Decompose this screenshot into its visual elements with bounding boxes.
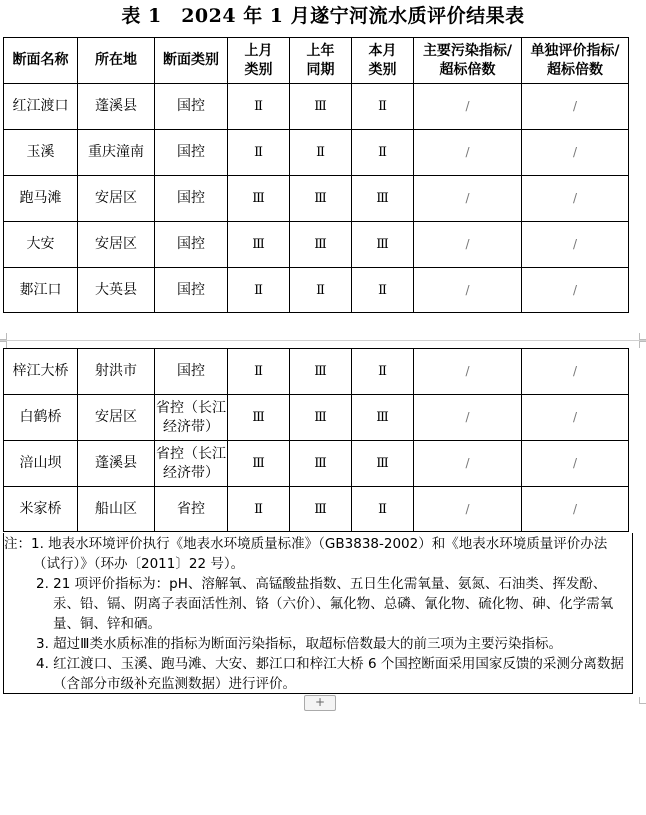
- water-class-cell: Ⅲ: [290, 222, 352, 268]
- section-type-cell: 国控: [155, 84, 228, 130]
- water-class-cell: Ⅱ: [352, 487, 414, 532]
- water-class-cell: Ⅱ: [228, 487, 290, 532]
- location-cell: 大英县: [78, 268, 155, 313]
- section-type-cell: 国控: [155, 222, 228, 268]
- table-row: [4, 176, 629, 222]
- station-name-cell: 大安: [4, 222, 78, 268]
- water-class-cell: Ⅲ: [352, 395, 414, 441]
- indicator-cell: /: [414, 349, 522, 395]
- indicator-cell: /: [522, 84, 629, 130]
- indicator-cell: /: [414, 395, 522, 441]
- table-row: [4, 130, 629, 176]
- water-class-cell: Ⅱ: [228, 268, 290, 313]
- column-header: 主要污染指标/ 超标倍数: [414, 38, 522, 84]
- table-row: [4, 349, 629, 395]
- water-class-cell: Ⅲ: [228, 176, 290, 222]
- water-class-cell: Ⅲ: [228, 395, 290, 441]
- station-name-cell: 米家桥: [4, 487, 78, 532]
- table-row: [4, 222, 629, 268]
- indicator-cell: /: [522, 349, 629, 395]
- water-class-cell: Ⅲ: [290, 349, 352, 395]
- water-class-cell: Ⅲ: [290, 441, 352, 487]
- location-cell: 蓬溪县: [78, 441, 155, 487]
- station-name-cell: 跑马滩: [4, 176, 78, 222]
- page-title: 表 1 2024 年 1 月遂宁河流水质评价结果表: [121, 5, 525, 27]
- location-cell: 船山区: [78, 487, 155, 532]
- table-row: [4, 268, 629, 313]
- section-type-cell: 省控（长江 经济带）: [155, 395, 228, 441]
- station-name-cell: 红江渡口: [4, 84, 78, 130]
- location-cell: 蓬溪县: [78, 84, 155, 130]
- water-class-cell: Ⅲ: [228, 222, 290, 268]
- water-class-cell: Ⅱ: [352, 349, 414, 395]
- station-name-cell: 白鹤桥: [4, 395, 78, 441]
- location-cell: 射洪市: [78, 349, 155, 395]
- station-name-cell: 郪江口: [4, 268, 78, 313]
- water-class-cell: Ⅲ: [352, 176, 414, 222]
- location-cell: 安居区: [78, 176, 155, 222]
- location-cell: 安居区: [78, 222, 155, 268]
- note-2: 2. 21 项评价指标为：pH、溶解氧、高锰酸盐指数、五日生化需氧量、氨氮、石油类、挥发酚、汞、铅、镉、阴离子表面活性剂、铬（六价）、氟化物、总磷、氰化物、硫化物、砷、化学需氧量、铜、锌和硒。: [36, 576, 614, 632]
- indicator-cell: /: [414, 130, 522, 176]
- note-4: 4. 红江渡口、玉溪、跑马滩、大安、郪江口和梓江大桥 6 个国控断面采用国家反馈的采测分离数据（含部分市级补充监测数据）进行评价。: [36, 656, 624, 692]
- indicator-cell: /: [522, 441, 629, 487]
- table-row: [4, 487, 629, 532]
- water-class-cell: Ⅲ: [352, 441, 414, 487]
- water-class-cell: Ⅱ: [352, 84, 414, 130]
- water-class-cell: Ⅱ: [290, 268, 352, 313]
- column-header: 所在地: [78, 38, 155, 84]
- indicator-cell: /: [522, 176, 629, 222]
- water-class-cell: Ⅱ: [352, 268, 414, 313]
- station-name-cell: 涪山坝: [4, 441, 78, 487]
- indicator-cell: /: [522, 268, 629, 313]
- column-header: 单独评价指标/ 超标倍数: [522, 38, 629, 84]
- water-quality-table-part1: [3, 37, 629, 313]
- location-cell: 安居区: [78, 395, 155, 441]
- indicator-cell: /: [414, 268, 522, 313]
- water-class-cell: Ⅲ: [290, 176, 352, 222]
- indicator-cell: /: [414, 176, 522, 222]
- indicator-cell: /: [522, 130, 629, 176]
- column-header: 上月 类别: [228, 38, 290, 84]
- section-type-cell: 省控: [155, 487, 228, 532]
- section-type-cell: 国控: [155, 130, 228, 176]
- table-row: [4, 395, 629, 441]
- expand-button[interactable]: +: [304, 695, 336, 711]
- water-class-cell: Ⅱ: [228, 349, 290, 395]
- column-header: 上年 同期: [290, 38, 352, 84]
- water-class-cell: Ⅲ: [290, 395, 352, 441]
- indicator-cell: /: [522, 487, 629, 532]
- water-class-cell: Ⅲ: [290, 84, 352, 130]
- note-1: 注：1. 地表水环境评价执行《地表水环境质量标准》（GB3838-2002）和《地表水环境质量评价办法（试行）》（环办〔2011〕22 号）。: [4, 536, 608, 572]
- water-class-cell: Ⅲ: [290, 487, 352, 532]
- water-class-cell: Ⅱ: [290, 130, 352, 176]
- page-corner-mark: [0, 341, 7, 348]
- page-corner-mark: [639, 697, 646, 704]
- table-row: [4, 84, 629, 130]
- water-class-cell: Ⅱ: [228, 130, 290, 176]
- page-corner-mark: [639, 333, 646, 340]
- indicator-cell: /: [414, 84, 522, 130]
- table-row: [4, 441, 629, 487]
- section-type-cell: 省控（长江 经济带）: [155, 441, 228, 487]
- page-break-divider: [0, 340, 646, 341]
- water-class-cell: Ⅱ: [352, 130, 414, 176]
- indicator-cell: /: [414, 222, 522, 268]
- water-quality-table-part2: [3, 348, 629, 532]
- table-header-row: [4, 38, 629, 84]
- indicator-cell: /: [522, 395, 629, 441]
- indicator-cell: /: [522, 222, 629, 268]
- location-cell: 重庆潼南: [78, 130, 155, 176]
- station-name-cell: 梓江大桥: [4, 349, 78, 395]
- station-name-cell: 玉溪: [4, 130, 78, 176]
- column-header: 断面名称: [4, 38, 78, 84]
- page-corner-mark: [0, 333, 7, 340]
- section-type-cell: 国控: [155, 268, 228, 313]
- indicator-cell: /: [414, 441, 522, 487]
- table-notes: [3, 533, 633, 694]
- note-3: 3. 超过Ⅲ类水质标准的指标为断面污染指标，取超标倍数最大的前三项为主要污染指标。: [36, 636, 562, 652]
- section-type-cell: 国控: [155, 349, 228, 395]
- water-class-cell: Ⅱ: [228, 84, 290, 130]
- water-class-cell: Ⅲ: [228, 441, 290, 487]
- page-corner-mark: [639, 341, 646, 348]
- column-header: 断面类别: [155, 38, 228, 84]
- water-class-cell: Ⅲ: [352, 222, 414, 268]
- indicator-cell: /: [414, 487, 522, 532]
- column-header: 本月 类别: [352, 38, 414, 84]
- section-type-cell: 国控: [155, 176, 228, 222]
